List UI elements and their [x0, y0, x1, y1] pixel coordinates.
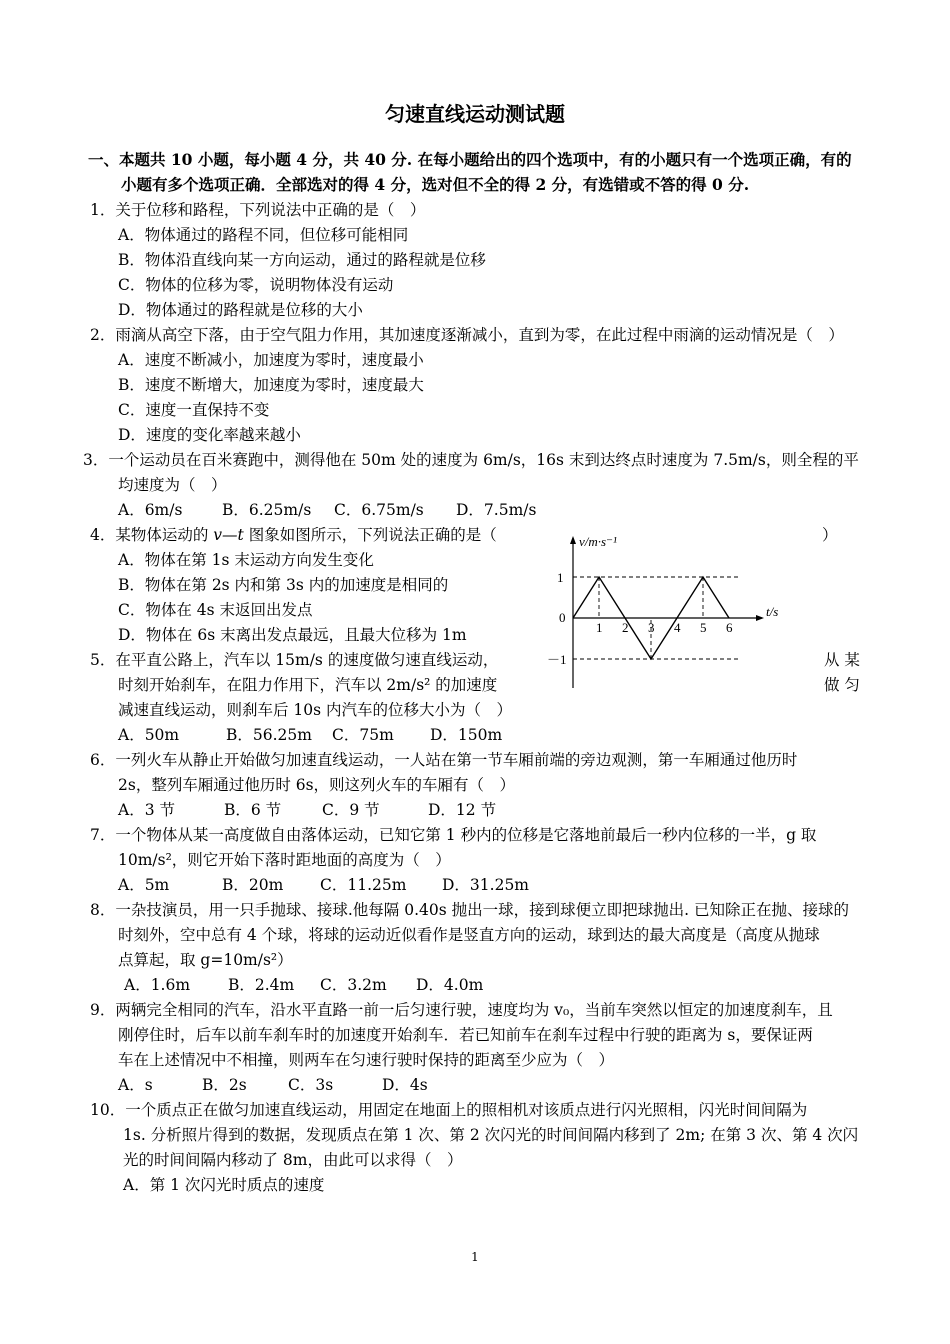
x-tick-label-4: 4: [674, 620, 681, 635]
question-4-stem-close: ）: [822, 526, 838, 544]
question-3-option-b: B．6.25m/s: [222, 501, 312, 519]
question-8-option-b: B．2.4m: [228, 976, 295, 994]
question-5-option-d: D．150m: [430, 726, 503, 744]
question-8-stem-line2: 时刻外，空中总有 4 个球，将球的运动近似看作是竖直方向的运动，球到达的最大高度是（高度从抛球: [118, 926, 820, 944]
question-5-stem-line2: 时刻开始刹车，在阻力作用下，汽车以 2m/s² 的加速度: [118, 676, 498, 694]
question-10-stem-line1: 10．一个质点正在做匀加速直线运动，用固定在地面上的照相机对该质点进行闪光照相，闪光时间间隔为: [90, 1101, 808, 1119]
question-6-stem-line1: 6．一列火车从静止开始做匀加速直线运动，一人站在第一节车厢前端的旁边观测，第一车厢通过他历时: [90, 751, 798, 769]
question-3-option-a: A．6m/s: [118, 501, 183, 519]
question-4-stem-variable: v—t: [213, 526, 244, 544]
x-tick-label-2: 2: [622, 620, 629, 635]
question-4-stem: [90, 525, 497, 545]
question-7-option-d: D．31.25m: [442, 876, 529, 894]
question-8-option-a: A．1.6m: [124, 976, 191, 994]
x-tick-label-5: 5: [700, 620, 707, 635]
question-3-option-d: D．7.5m/s: [456, 501, 537, 519]
question-7-option-a: A．5m: [118, 876, 170, 894]
page-number: 1: [471, 1250, 479, 1264]
question-5-option-b: B．56.25m: [226, 726, 312, 744]
question-3-option-c: C．6.75m/s: [334, 501, 424, 519]
question-10-option-a: A．第 1 次闪光时质点的速度: [123, 1176, 325, 1194]
x-tick-label-1: 1: [596, 620, 603, 635]
question-8-stem-line3: 点算起，取 g=10m/s²）: [118, 951, 293, 969]
question-5-stem-line1-right: 从 某: [824, 651, 860, 669]
question-5-stem-line2-right: 做 匀: [824, 676, 860, 694]
question-7-stem-line2: 10m/s²，则它开始下落时距地面的高度为（ ）: [118, 851, 451, 869]
question-3-stem-line2: 均速度为（ ）: [118, 476, 227, 494]
question-2-option-d: D．速度的变化率越来越小: [118, 426, 301, 444]
question-7-stem-line1: 7．一个物体从某一高度做自由落体运动，已知它第 1 秒内的位移是它落地前最后一秒内位移的一半，g 取: [90, 826, 817, 844]
question-9-options: [118, 1075, 428, 1095]
question-1-option-a: A．物体通过的路程不同，但位移可能相同: [118, 226, 409, 244]
y-tick-label-1: 1: [557, 570, 564, 585]
page-title: 匀速直线运动测试题: [385, 102, 565, 126]
x-axis-arrow: [756, 615, 764, 621]
question-1-option-d: D．物体通过的路程就是位移的大小: [118, 301, 363, 319]
section-instruction-line1: 一、本题共 10 小题，每小题 4 分，共 40 分. 在每小题给出的四个选项中，有的小题只有一个选项正确，有的: [88, 150, 852, 169]
question-9-option-a: A．s: [118, 1076, 153, 1094]
question-4-option-c: C．物体在 4s 末返回出发点: [118, 601, 313, 619]
question-9-option-d: D．4s: [382, 1076, 428, 1094]
origin-label: 0: [559, 610, 566, 625]
vt-graph: [540, 530, 790, 695]
question-8-options: [124, 975, 483, 995]
question-1-option-b: B．物体沿直线向某一方向运动，通过的路程就是位移: [118, 251, 486, 269]
question-5-stem-line1: 5．在平直公路上，汽车以 15m/s 的速度做匀速直线运动，: [90, 651, 499, 669]
question-6-option-a: A．3 节: [118, 801, 175, 819]
question-7-option-b: B．20m: [222, 876, 284, 894]
question-6-stem-line2: 2s，整列车厢通过他历时 6s，则这列火车的车厢有（ ）: [118, 776, 516, 794]
question-2-option-c: C．速度一直保持不变: [118, 401, 270, 419]
question-9-option-b: B．2s: [202, 1076, 247, 1094]
question-9-stem-line2: 刚停住时，后车以前车刹车时的加速度开始刹车．若已知前车在刹车过程中行驶的距离为 s，要保证两: [118, 1026, 813, 1044]
question-6-option-b: B．6 节: [224, 801, 282, 819]
question-8-option-d: D．4.0m: [416, 976, 484, 994]
question-7-option-c: C．11.25m: [320, 876, 407, 894]
question-2-option-a: A．速度不断减小，加速度为零时，速度最小: [118, 351, 424, 369]
question-8-stem-line1: 8．一杂技演员，用一只手抛球、接球.他每隔 0.40s 抛出一球，接到球便立即把球抛出. 已知除正在抛、接球的: [90, 901, 849, 919]
y-axis-label: v/m·s⁻¹: [579, 534, 617, 549]
y-axis-arrow: [570, 536, 576, 544]
question-8-option-c: C．3.2m: [320, 976, 387, 994]
question-5-option-c: C．75m: [332, 726, 394, 744]
question-4-stem-post: 图象如图所示，下列说法正确的是（: [243, 526, 497, 544]
question-1-option-c: C．物体的位移为零，说明物体没有运动: [118, 276, 394, 294]
question-4-option-b: B．物体在第 2s 内和第 3s 内的加速度是相同的: [118, 576, 449, 594]
question-9-option-c: C．3s: [288, 1076, 334, 1094]
x-tick-label-6: 6: [726, 620, 733, 635]
question-6-options: [118, 800, 496, 820]
question-3-stem-line1: 3．一个运动员在百米赛跑中，测得他在 50m 处的速度为 6m/s，16s 末到达终点时速度为 7.5m/s，则全程的平: [83, 451, 859, 469]
question-4-option-d: D．物体在 6s 末离出发点最远，且最大位移为 1m: [118, 626, 467, 644]
question-2-option-b: B．速度不断增大，加速度为零时，速度最大: [118, 376, 424, 394]
question-4-stem-pre: 4．某物体运动的: [90, 526, 214, 544]
question-10-stem-line2: 1s. 分析照片得到的数据，发现质点在第 1 次、第 2 次闪光的时间间隔内移到了 2m; 在第 3 次、第 4 次闪: [123, 1126, 859, 1144]
question-6-option-c: C．9 节: [322, 801, 380, 819]
question-5-stem-line3: 减速直线运动，则刹车后 10s 内汽车的位移大小为（ ）: [118, 701, 513, 719]
question-10-stem-line3: 光的时间间隔内移动了 8m，由此可以求得（ ）: [123, 1151, 463, 1169]
question-1-stem: 1．关于位移和路程，下列说法中正确的是（ ）: [90, 201, 426, 219]
y-tick-label-minus-1: －1: [547, 652, 567, 667]
question-5-option-a: A．50m: [118, 726, 180, 744]
question-7-options: [118, 875, 529, 895]
x-axis-label: t/s: [766, 604, 779, 619]
question-3-options: [118, 500, 536, 520]
question-5-options: [118, 725, 502, 745]
question-6-option-d: D．12 节: [428, 801, 497, 819]
x-tick-label-3: 3: [648, 620, 655, 635]
section-instruction-line2: 小题有多个选项正确．全部选对的得 4 分，选对但不全的得 2 分，有选错或不答的得 0 分.: [121, 175, 750, 194]
question-9-stem-line3: 车在上述情况中不相撞，则两车在匀速行驶时保持的距离至少应为（ ）: [118, 1051, 615, 1069]
question-4-option-a: A．物体在第 1s 末运动方向发生变化: [118, 551, 374, 569]
question-2-stem: 2．雨滴从高空下落，由于空气阻力作用，其加速度逐渐减小，直到为零，在此过程中雨滴的运动情况是（ ）: [90, 326, 844, 344]
question-9-stem-line1: 9．两辆完全相同的汽车，沿水平直路一前一后匀速行驶，速度均为 v₀，当前车突然以恒定的加速度刹车，且: [90, 1001, 833, 1019]
